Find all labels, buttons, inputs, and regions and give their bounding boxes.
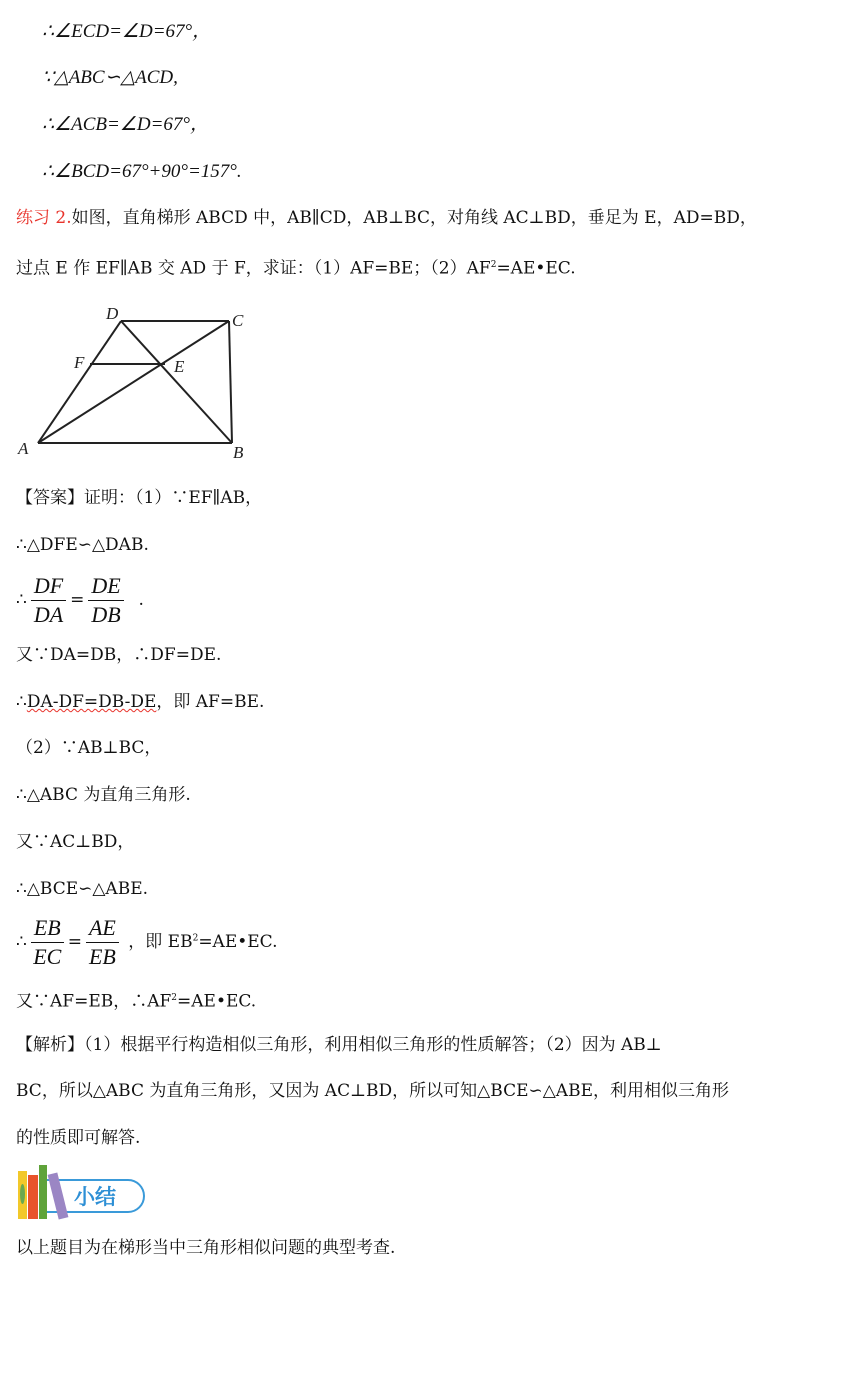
label-f: F (74, 353, 85, 372)
badge-label: 小结 (74, 1185, 116, 1209)
label-a: A (18, 439, 29, 458)
exercise-text: 如图，直角梯形 ABCD 中，AB∥CD，AB⊥BC，对角线 AC⊥BD，垂足为 E，AD=BD， (71, 208, 757, 228)
summary-badge (16, 1163, 156, 1223)
answer-line-6: ∴△ABC 为直角三角形. (16, 785, 191, 805)
label-e: E (174, 357, 185, 376)
fraction-df-da: $\frac{DF}{DA}$ (31, 572, 66, 629)
analysis-line-3: 的性质即可解答. (16, 1128, 141, 1148)
answer-line-5: （2）∵AB⊥BC， (16, 738, 162, 758)
label-d: D (106, 304, 119, 323)
step-4: ∴∠BCD=67°+90°=157°. (42, 161, 242, 182)
step-1: ∴∠ECD=∠D=67°， (42, 21, 212, 42)
fraction-eb-ec: $\frac{EB}{EC}$ (31, 914, 64, 971)
step-2: ∵△ABC∽△ACD, (42, 67, 178, 88)
summary-text: 以上题目为在梯形当中三角形相似问题的典型考查. (16, 1238, 396, 1258)
exercise-line-2: 过点 E 作 EF∥AB 交 AD 于 F，求证：（1）AF=BE；$(2)AF^2=AE•EC$. (16, 258, 576, 279)
analysis-line-2: BC，所以△ABC 为直角三角形，又因为 AC⊥BD，所以可知△BCE∽△ABE，利用相似三角形 (16, 1081, 729, 1101)
exercise-label: 练习 2. (16, 208, 72, 228)
analysis-line-1: 【解析】（1）根据平行构造相似三角形，利用相似三角形的性质解答；（2）因为 AB⊥ (16, 1035, 662, 1055)
trapezoid-figure (10, 298, 270, 468)
book-red-icon (28, 1175, 38, 1219)
fraction-de-db: $\frac{DE}{DB}$ (88, 572, 123, 629)
answer-line-4: ∴DA-DF=DB-DE，即 AF=BE. (16, 692, 265, 712)
book-green-icon (39, 1165, 47, 1219)
step-3: ∴∠ACB=∠D=67°， (42, 114, 210, 135)
answer-line-7: 又∵AC⊥BD， (16, 832, 135, 852)
answer-line-3: 又∵DA=DB，∴DF=DE. (16, 645, 222, 665)
fraction-ae-eb: $\frac{AE}{EB}$ (86, 914, 119, 971)
answer-line-1: 【答案】证明：（1）∵EF∥AB， (16, 488, 263, 508)
answer-line-2: ∴△DFE∽△DAB. (16, 535, 149, 555)
answer-line-8: ∴△BCE∽△ABE. (16, 879, 149, 899)
fraction-line-2: ∴ $\frac{EB}{EC}$ = $\frac{AE}{EB}$ ，即 $EB^2=AE•EC$. (16, 915, 278, 969)
label-c: C (232, 311, 244, 330)
exercise-line-1 (16, 206, 757, 230)
label-b: B (233, 443, 244, 462)
fraction-line-1: ∴ $\frac{DF}{DA}$ = $\frac{DE}{DB}$ . (16, 573, 144, 627)
answer-line-9: 又∵AF=EB，$\therefore AF^2=AE•EC$. (16, 991, 257, 1012)
